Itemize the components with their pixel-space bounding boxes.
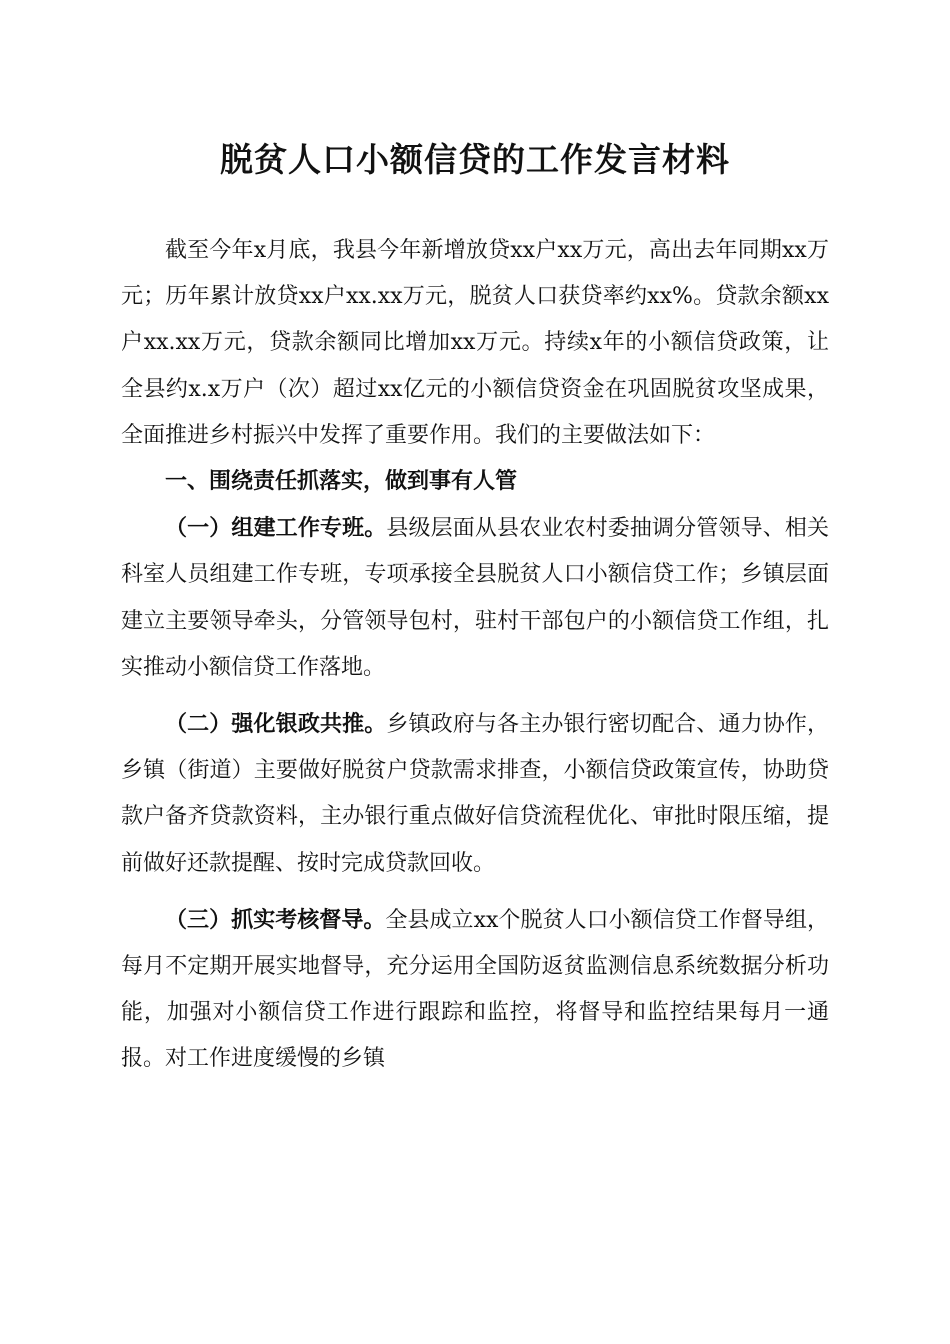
subsection-text-2: 乡镇政府与各主办银行密切配合、通力协作，乡镇（街道）主要做好脱贫户贷款需求排查，小额信贷政策宣传，协助贷款户备齐贷款资料，主办银行重点做好信贷流程优化、审批时限压缩，提前做好还款提醒、按时完成贷款回收。 xyxy=(121,712,829,876)
intro-paragraph: 截至今年x月底，我县今年新增放贷xx户xx万元，高出去年同期xx万元；历年累计放贷xx户xx.xx万元，脱贫人口获贷率约xx%。贷款余额xx户xx.xx万元，贷款余额同比增加xx万元。持续x年的小额信贷政策，让全县约x.x万户（次）超过xx亿元的小额信贷资金在巩固脱贫攻坚成果，全面推进乡村振兴中发挥了重要作用。我们的主要做法如下： xyxy=(121,238,829,448)
subsection-paragraph-3 xyxy=(121,897,829,1083)
document-title: 脱贫人口小额信贷的工作发言材料 xyxy=(220,140,730,179)
paragraph-spacer xyxy=(121,691,829,701)
subsection-text-3: 全县成立xx个脱贫人口小额信贷工作督导组，每月不定期开展实地督导，充分运用全国防返贫监测信息系统数据分析功能，加强对小额信贷工作进行跟踪和监控，将督导和监控结果每月一通报。对工作进度缓慢的乡镇 xyxy=(121,907,829,1072)
document-body xyxy=(121,228,829,1083)
subsection-paragraph-1 xyxy=(121,505,829,691)
subsection-lead-2: （二）强化银政共推。 xyxy=(165,711,387,738)
section-heading-1: 一、围绕责任抓落实，做到事有人管 xyxy=(165,469,518,495)
paragraph-spacer xyxy=(121,887,829,897)
subsection-lead-1: （一）组建工作专班。 xyxy=(165,515,387,542)
subsection-lead-3: （三）抓实考核督导。 xyxy=(165,906,386,933)
subsection-paragraph-2 xyxy=(121,701,829,887)
subsection-text-1: 县级层面从县农业农村委抽调分管领导、相关科室人员组建工作专班，专项承接全县脱贫人口小额信贷工作；乡镇层面建立主要领导牵头，分管领导包村，驻村干部包户的小额信贷工作组，扎实推动小额信贷工作落地。 xyxy=(121,516,829,680)
